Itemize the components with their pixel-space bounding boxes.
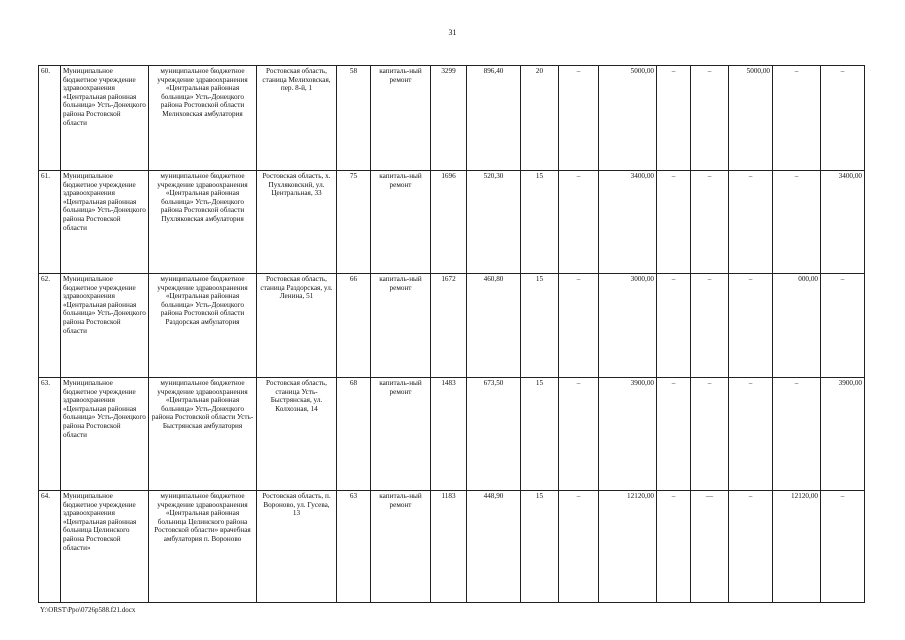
value-cell: 15 bbox=[521, 171, 559, 274]
organization-cell: Муниципальное бюджетное учреждение здравоохранения «Центральная районная больница» Усть-Донецкого района Ростовской области bbox=[61, 171, 149, 274]
value-cell: 63 bbox=[337, 491, 371, 603]
address-cell: Ростовская область, станица Раздорская, ул. Ленина, 51 bbox=[257, 274, 337, 378]
value-cell: 000,00 bbox=[773, 274, 821, 378]
value-cell: – bbox=[559, 66, 599, 171]
organization-cell: Муниципальное бюджетное учреждение здравоохранения «Центральная районная больница Целинского района Ростовской области» bbox=[61, 491, 149, 603]
work-type-cell: капиталь-ный ремонт bbox=[371, 66, 431, 171]
value-cell: – bbox=[729, 274, 773, 378]
work-type-cell: капиталь-ный ремонт bbox=[371, 274, 431, 378]
organization-cell: Муниципальное бюджетное учреждение здравоохранения «Центральная районная больница» Усть-Донецкого района Ростовской области bbox=[61, 378, 149, 491]
value-cell: 460,80 bbox=[467, 274, 521, 378]
value-cell: 20 bbox=[521, 66, 559, 171]
value-cell: 12120,00 bbox=[773, 491, 821, 603]
row-number: 64. bbox=[39, 491, 61, 603]
value-cell: – bbox=[729, 171, 773, 274]
value-cell: – bbox=[773, 66, 821, 171]
value-cell: 58 bbox=[337, 66, 371, 171]
value-cell: – bbox=[821, 274, 865, 378]
value-cell: 673,50 bbox=[467, 378, 521, 491]
value-cell: 68 bbox=[337, 378, 371, 491]
value-cell: – bbox=[559, 491, 599, 603]
address-cell: Ростовская область, станица Мелиховская, пер. 8-й, 1 bbox=[257, 66, 337, 171]
facility-cell: муниципальное бюджетное учреждение здравоохранения «Центральная районная больница» Усть-Донецкого района Ростовской области Мелиховская амбулатория bbox=[149, 66, 257, 171]
facility-cell: муниципальное бюджетное учреждение здравоохранения «Центральная районная больница» Усть-Донецкого района Ростовской области Раздорская амбулатория bbox=[149, 274, 257, 378]
value-cell: 1483 bbox=[431, 378, 467, 491]
work-type-cell: капиталь-ный ремонт bbox=[371, 171, 431, 274]
value-cell: – bbox=[559, 171, 599, 274]
table-row bbox=[39, 378, 865, 491]
value-cell: 3000,00 bbox=[599, 274, 657, 378]
work-type-cell: капиталь-ный ремонт bbox=[371, 378, 431, 491]
row-number: 61. bbox=[39, 171, 61, 274]
value-cell: – bbox=[691, 378, 729, 491]
value-cell: 75 bbox=[337, 171, 371, 274]
value-cell: 3900,00 bbox=[821, 378, 865, 491]
value-cell: 3900,00 bbox=[599, 378, 657, 491]
organization-cell: Муниципальное бюджетное учреждение здравоохранения «Центральная районная больница» Усть-Донецкого района Ростовской области bbox=[61, 66, 149, 171]
table-row bbox=[39, 66, 865, 171]
value-cell: 5000,00 bbox=[599, 66, 657, 171]
organization-cell: Муниципальное бюджетное учреждение здравоохранения «Центральная районная больница» Усть-Донецкого района Ростовской области bbox=[61, 274, 149, 378]
value-cell: 15 bbox=[521, 274, 559, 378]
value-cell: – bbox=[821, 66, 865, 171]
page-number: 31 bbox=[448, 28, 457, 37]
value-cell: 520,30 bbox=[467, 171, 521, 274]
value-cell: 1696 bbox=[431, 171, 467, 274]
value-cell: – bbox=[729, 378, 773, 491]
value-cell: – bbox=[773, 378, 821, 491]
value-cell: – bbox=[657, 66, 691, 171]
value-cell: – bbox=[559, 274, 599, 378]
value-cell: 1183 bbox=[431, 491, 467, 603]
value-cell: 1672 bbox=[431, 274, 467, 378]
value-cell: – bbox=[559, 378, 599, 491]
address-cell: Ростовская область, х. Пухляковский, ул. Центральная, 33 bbox=[257, 171, 337, 274]
value-cell: 448,90 bbox=[467, 491, 521, 603]
facility-cell: муниципальное бюджетное учреждение здравоохранения «Центральная районная больница» Усть-Донецкого района Ростовской области Усть-Быстрянская амбулатория bbox=[149, 378, 257, 491]
value-cell: – bbox=[773, 171, 821, 274]
table-row bbox=[39, 274, 865, 378]
value-cell: 3400,00 bbox=[821, 171, 865, 274]
address-cell: Ростовская область, станица Усть-Быстрянская, ул. Колхозная, 14 bbox=[257, 378, 337, 491]
value-cell: – bbox=[657, 171, 691, 274]
value-cell: 15 bbox=[521, 378, 559, 491]
data-table bbox=[38, 65, 865, 603]
value-cell: – bbox=[729, 491, 773, 603]
value-cell: – bbox=[691, 171, 729, 274]
value-cell: 12120,00 bbox=[599, 491, 657, 603]
value-cell: – bbox=[657, 491, 691, 603]
value-cell: 3400,00 bbox=[599, 171, 657, 274]
row-number: 62. bbox=[39, 274, 61, 378]
value-cell: 15 bbox=[521, 491, 559, 603]
address-cell: Ростовская область, п. Вороново, ул. Гусева, 13 bbox=[257, 491, 337, 603]
row-number: 63. bbox=[39, 378, 61, 491]
value-cell: 896,40 bbox=[467, 66, 521, 171]
value-cell: – bbox=[657, 274, 691, 378]
value-cell: – bbox=[821, 491, 865, 603]
value-cell: – bbox=[657, 378, 691, 491]
value-cell: — bbox=[691, 491, 729, 603]
work-type-cell: капиталь-ный ремонт bbox=[371, 491, 431, 603]
value-cell: – bbox=[691, 274, 729, 378]
value-cell: – bbox=[691, 66, 729, 171]
table-row bbox=[39, 491, 865, 603]
facility-cell: муниципальное бюджетное учреждение здравоохранения «Центральная районная больница Целинского района Ростовской области» врачебная амбулатория п. Вороново bbox=[149, 491, 257, 603]
footer-file-path: Y:\ORST\Ppo\0726p588.f21.docx bbox=[40, 606, 136, 614]
row-number: 60. bbox=[39, 66, 61, 171]
facility-cell: муниципальное бюджетное учреждение здравоохранения «Центральная районная больница» Усть-Донецкого района Ростовской области Пухляковская амбулатория bbox=[149, 171, 257, 274]
table-row bbox=[39, 171, 865, 274]
value-cell: 66 bbox=[337, 274, 371, 378]
value-cell: 5000,00 bbox=[729, 66, 773, 171]
value-cell: 3299 bbox=[431, 66, 467, 171]
